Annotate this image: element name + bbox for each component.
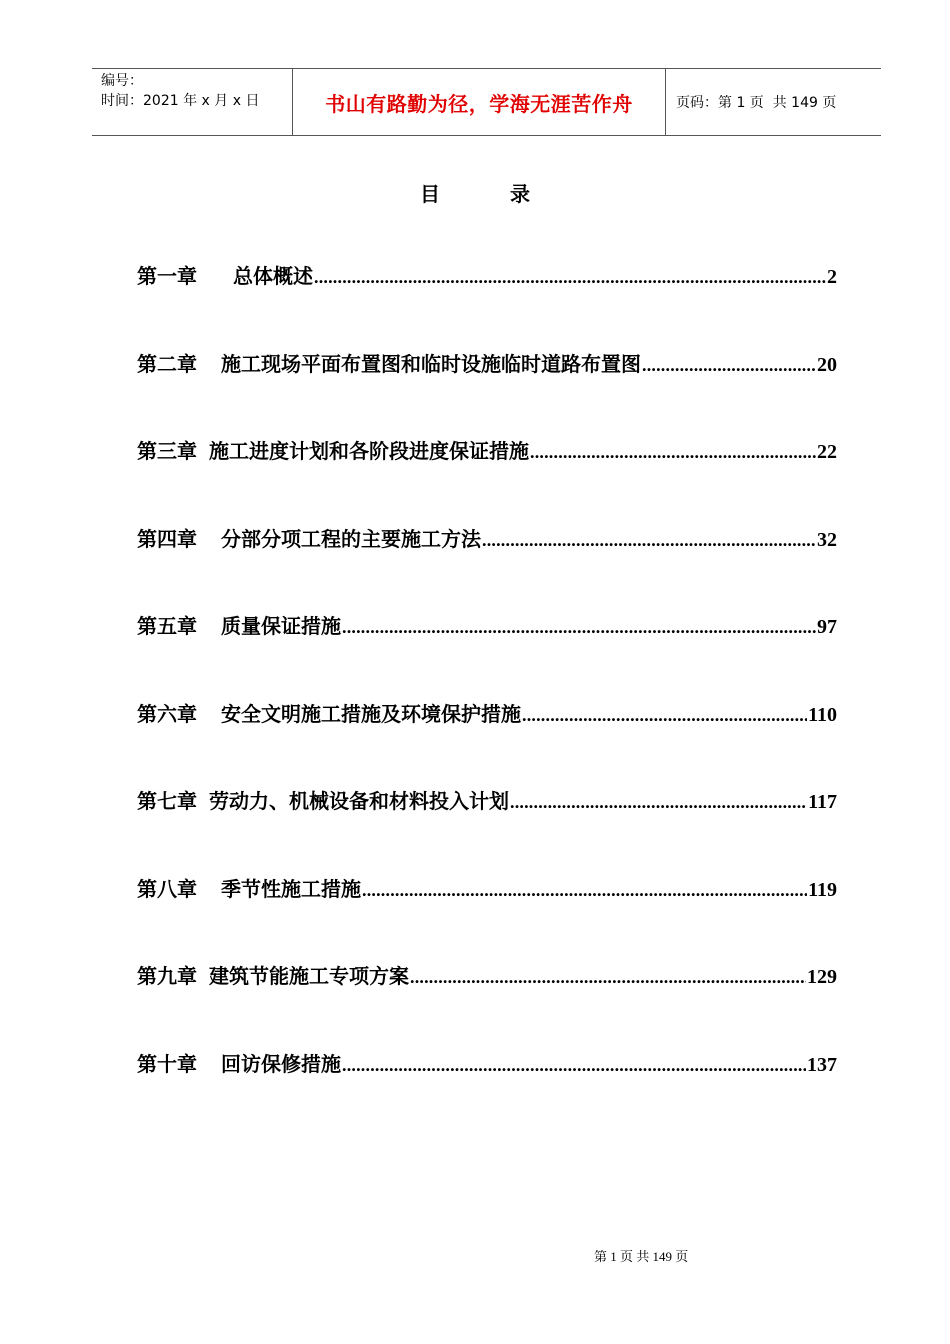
toc-entry[interactable]: [137, 523, 837, 611]
toc-chapter: 第九章: [137, 964, 197, 988]
toc-entry[interactable]: [137, 873, 837, 961]
toc-leader: [362, 880, 807, 901]
toc-entry[interactable]: [137, 785, 837, 873]
toc-page-number: 117: [808, 791, 837, 813]
table-of-contents: [137, 260, 837, 1135]
toc-title: 目录: [420, 182, 600, 206]
toc-entry-title: 劳动力、机械设备和材料投入计划: [209, 789, 509, 813]
header-page-info: 页码：第 1 页 共 149 页: [676, 95, 837, 111]
toc-chapter: 第八章: [137, 876, 197, 901]
toc-entry[interactable]: [137, 698, 837, 786]
toc-chapter: 第四章: [137, 526, 197, 551]
toc-page-number: 32: [817, 528, 837, 551]
header-meta: [92, 69, 293, 135]
toc-entry[interactable]: [137, 1048, 837, 1136]
toc-entry[interactable]: [137, 435, 837, 523]
toc-chapter: 第七章: [137, 789, 197, 813]
toc-chapter: 第五章: [137, 614, 197, 638]
motto-text: 书山有路勤为径，学海无涯苦作舟: [325, 91, 633, 116]
toc-chapter: 第六章: [137, 701, 197, 726]
page-footer: 第 1 页 共 149 页: [594, 1249, 689, 1264]
toc-entry[interactable]: [137, 260, 837, 348]
toc-chapter: 第十章: [137, 1051, 197, 1076]
toc-entry[interactable]: [137, 348, 837, 436]
toc-page-number: 2: [827, 266, 837, 288]
toc-leader: [482, 530, 816, 551]
toc-entry-title: 施工进度计划和各阶段进度保证措施: [209, 439, 529, 463]
toc-page-number: 22: [817, 441, 837, 463]
toc-entry-title: 回访保修措施: [221, 1051, 341, 1076]
header-motto-cell: [293, 69, 666, 135]
toc-entry[interactable]: [137, 960, 837, 1048]
toc-entry-title: 施工现场平面布置图和临时设施临时道路布置图: [221, 351, 641, 376]
toc-leader: [530, 442, 816, 463]
toc-leader: [410, 967, 806, 988]
toc-entry-title: 质量保证措施: [221, 614, 341, 638]
toc-leader: [642, 355, 816, 376]
toc-entry-title: 分部分项工程的主要施工方法: [221, 526, 481, 551]
toc-leader: [342, 1055, 806, 1076]
toc-entry-title: 安全文明施工措施及环境保护措施: [221, 701, 521, 726]
toc-page-number: 137: [807, 1053, 837, 1076]
toc-entry-title: 总体概述: [233, 264, 313, 288]
toc-chapter: 第一章: [137, 264, 197, 288]
toc-entry-title: 季节性施工措施: [221, 876, 361, 901]
toc-leader: [510, 792, 807, 813]
toc-leader: [522, 705, 807, 726]
page-header: [92, 68, 881, 136]
toc-page-number: 110: [808, 703, 837, 726]
toc-page-number: 20: [817, 353, 837, 376]
toc-entry[interactable]: [137, 610, 837, 698]
toc-page-number: 119: [808, 878, 837, 901]
toc-page-number: 97: [817, 616, 837, 638]
toc-leader: [342, 617, 816, 638]
toc-entry-title: 建筑节能施工专项方案: [209, 964, 409, 988]
toc-chapter: 第三章: [137, 439, 197, 463]
toc-leader: [314, 267, 826, 288]
toc-page-number: 129: [807, 966, 837, 988]
time-label: 时间：2021 年 x 月 x 日: [101, 93, 260, 109]
toc-chapter: 第二章: [137, 351, 197, 376]
serial-label: 编号：: [101, 73, 143, 89]
